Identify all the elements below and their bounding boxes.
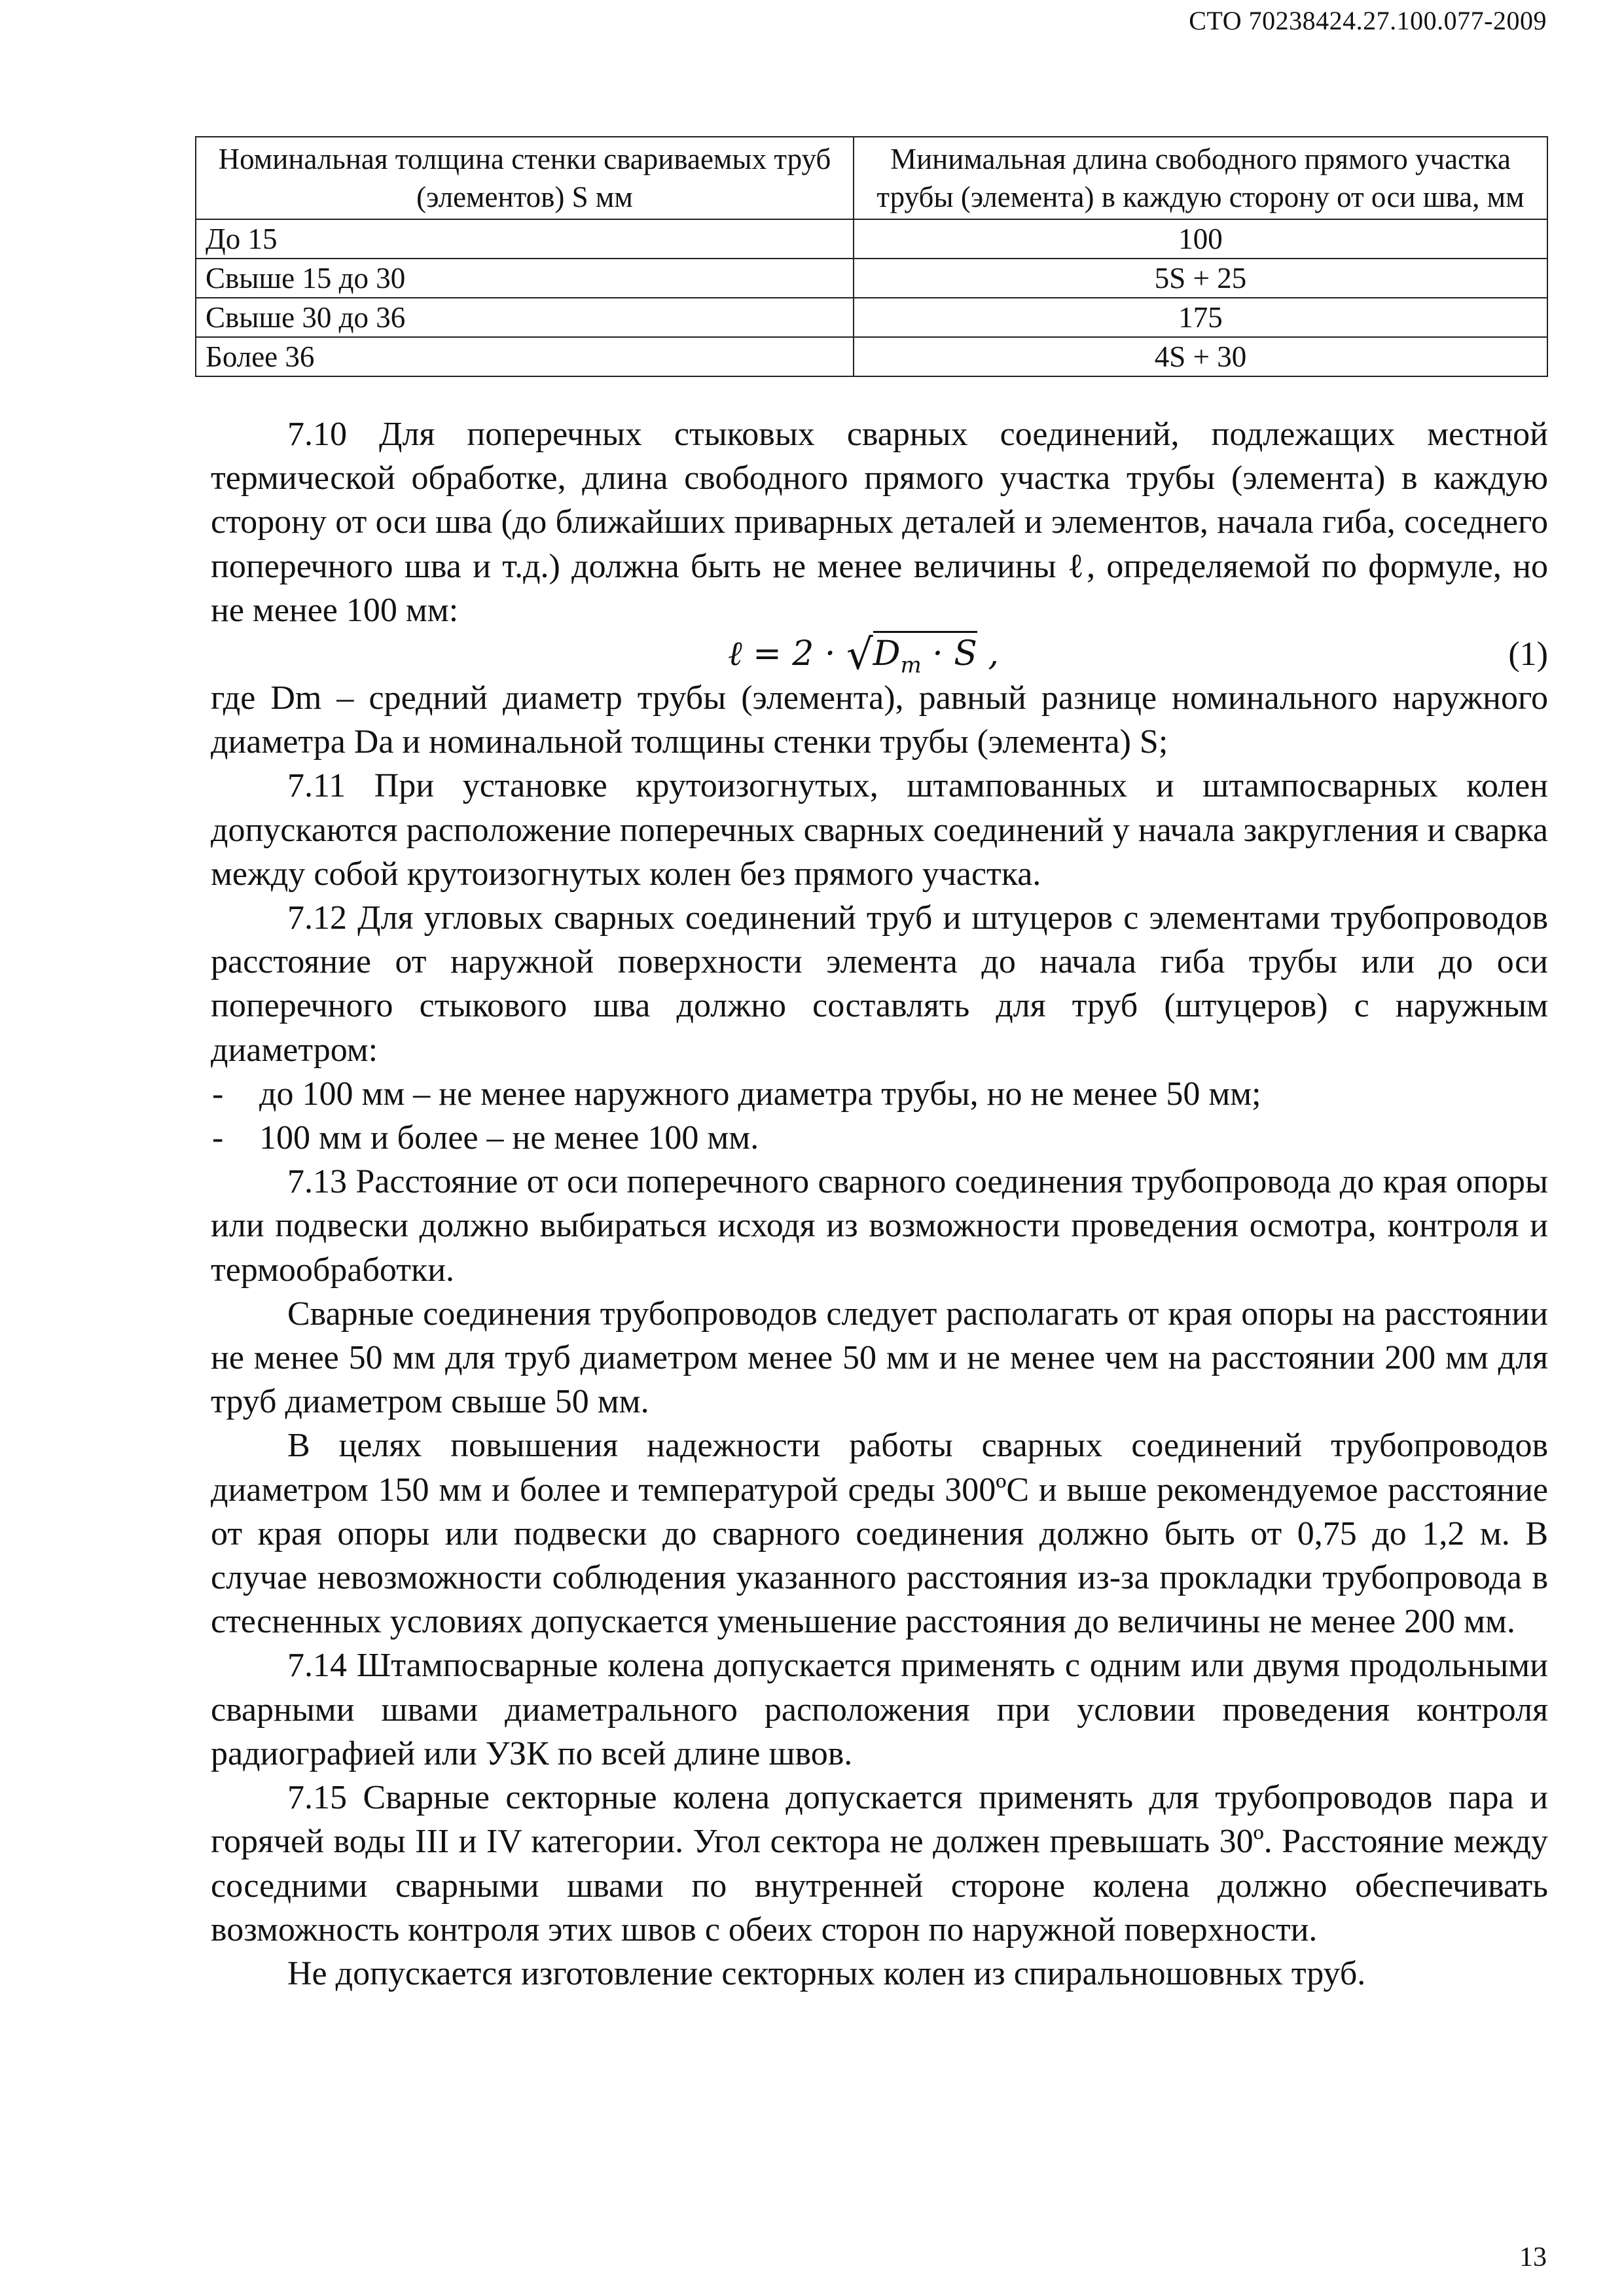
document-body — [211, 412, 1548, 1996]
formula-sub-m: m — [900, 652, 922, 679]
formula-tail: , — [977, 634, 999, 674]
paragraph-7-14: 7.14 Штампосварные колена допускается применять с одним или двумя продольными сварными швами диаметрального расположения при условии проведения контроля радиографией или УЗК по всей длине швов. — [211, 1647, 1548, 1772]
list-item-text: до 100 мм – не менее наружного диаметра трубы, но не менее 50 мм; — [259, 1075, 1261, 1113]
paragraph-7-15-spiral: Не допускается изготовление секторных колен из спиральношовных труб. — [287, 1954, 1366, 1992]
paragraph-7-13-reliability: В целях повышения надежности работы сварных соединений трубопроводов диаметром 150 мм и более и температурой среды 300ºС и выше рекомендуемое расстояние от края опоры или подвески до сварного соединения должно быть от 0,75 до 1,2 м. В случае невозможности соблюдения указанного расстояния из-за прокладки трубопровода в стесненных условиях допускается уменьшение расстояния до величины не менее 200 мм. — [211, 1427, 1548, 1641]
table-cell-length: 5S + 25 — [854, 259, 1547, 298]
formula-lhs: ℓ = 2 · — [728, 634, 846, 674]
list-item — [211, 1116, 1548, 1160]
page-number: 13 — [1519, 2242, 1547, 2272]
weld-distance-table — [195, 136, 1548, 377]
dash-marker: - — [212, 1075, 224, 1113]
formula-var-s: · S — [921, 634, 977, 674]
paragraph-7-12: 7.12 Для угловых сварных соединений труб и штуцеров с элементами трубопроводов расстояние от наружной поверхности элемента до начала гиба трубы или до оси поперечного стыкового шва должно составлять для труб (штуцеров) с наружным диаметром: — [211, 899, 1548, 1069]
formula-number: (1) — [1508, 636, 1548, 673]
table-header-row — [196, 137, 1547, 219]
formula-radicand — [873, 631, 977, 679]
list-item-text: 100 мм и более – не менее 100 мм. — [259, 1119, 759, 1157]
table-row — [196, 219, 1547, 259]
table-cell-thickness: Свыше 30 до 36 — [196, 298, 854, 337]
table-cell-length: 100 — [854, 219, 1547, 259]
paragraph-7-15: 7.15 Сварные секторные колена допускается применять для трубопроводов пара и горячей воды III и IV категории. Угол сектора не должен превышать 30º. Расстояние между соседними сварными швами по внутренней стороне колена должно обеспечивать возможность контроля этих швов с обеих сторон по наружной поверхности. — [211, 1779, 1548, 1948]
paragraph-7-11: 7.11 При установке крутоизогнутых, штампованных и штампосварных колен допускаются расположение поперечных сварных соединений у начала закругления и сварка между собой крутоизогнутых колен без прямого участка. — [211, 767, 1548, 893]
table-row — [196, 259, 1547, 298]
table-row — [196, 337, 1547, 376]
table-cell-thickness: Более 36 — [196, 337, 854, 376]
table-header-min-length: Минимальная длина свободного прямого участка трубы (элемента) в каждую сторону от оси шва, мм — [854, 137, 1547, 219]
dash-marker: - — [212, 1119, 224, 1157]
paragraph-where: где Dm – средний диаметр трубы (элемента), равный разнице номинального наружного диаметра Da и номинальной толщины стенки трубы (элемента) S; — [211, 679, 1548, 761]
paragraph-7-13-support: Сварные соединения трубопроводов следует располагать от края опоры на расстоянии не менее 50 мм для труб диаметром менее 50 мм и не менее чем на расстоянии 200 мм для труб диаметром свыше 50 мм. — [211, 1295, 1548, 1421]
table-cell-length: 4S + 30 — [854, 337, 1547, 376]
table-header-thickness: Номинальная толщина стенки свариваемых труб (элементов) S мм — [196, 137, 854, 219]
sqrt-symbol-icon: √ — [846, 631, 873, 680]
paragraph-7-13: 7.13 Расстояние от оси поперечного сварного соединения трубопровода до края опоры или подвески должно выбираться исходя из возможности проведения осмотра, контроля и термообработки. — [211, 1163, 1548, 1289]
table-cell-length: 175 — [854, 298, 1547, 337]
table-cell-thickness: Свыше 15 до 30 — [196, 259, 854, 298]
list-item — [211, 1072, 1548, 1116]
formula-expression — [728, 630, 999, 688]
formula-var-d: D — [873, 634, 901, 674]
document-code: СТО 70238424.27.100.077-2009 — [1189, 6, 1547, 35]
paragraph-7-10: 7.10 Для поперечных стыковых сварных соединений, подлежащих местной термической обработке, длина свободного прямого участка трубы (элемента) в каждую сторону от оси шва (до ближайших приварных деталей и элементов, начала гиба, соседнего поперечного шва и т.д.) должна быть не менее величины ℓ, определяемой по формуле, но не менее 100 мм: — [211, 416, 1548, 629]
table-row — [196, 298, 1547, 337]
table-cell-thickness: До 15 — [196, 219, 854, 259]
formula-1 — [211, 631, 1548, 680]
